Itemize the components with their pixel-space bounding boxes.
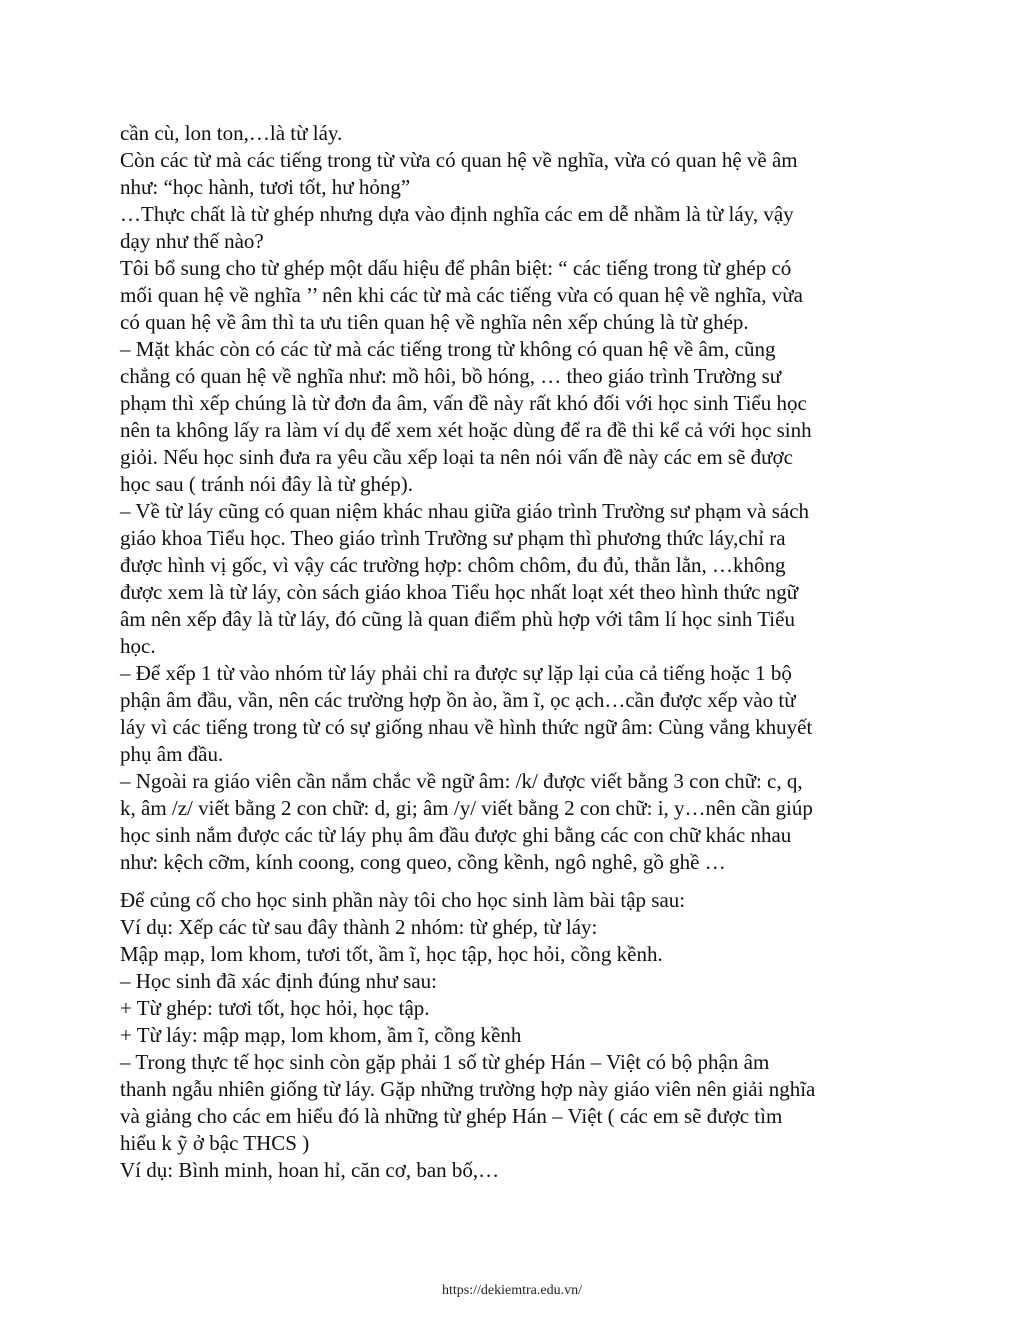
text-line: âm nên xếp đây là từ láy, đó cũng là quan điểm phù hợp với tâm lí học sinh Tiểu	[120, 607, 795, 631]
text-line: học sinh nắm được các từ láy phụ âm đầu được ghi bằng các con chữ khác nhau	[120, 823, 792, 847]
text-line: như: “học hành, tươi tốt, hư hỏng”	[120, 175, 411, 199]
footer-url[interactable]: https://dekiemtra.edu.vn/	[442, 1283, 582, 1298]
text-line: được xem là từ láy, còn sách giáo khoa Tiểu học nhất loạt xét theo hình thức ngữ	[120, 580, 799, 604]
text-line: – Trong thực tế học sinh còn gặp phải 1 số từ ghép Hán – Việt có bộ phận âm	[120, 1050, 770, 1074]
text-line: – Để xếp 1 từ vào nhóm từ láy phải chỉ ra được sự lặp lại của cả tiếng hoặc 1 bộ	[120, 661, 792, 685]
text-line: phạm thì xếp chúng là từ đơn đa âm, vấn đề này rất khó đối với học sinh Tiểu học	[120, 391, 807, 415]
text-line: – Học sinh đã xác định đúng như sau:	[120, 969, 437, 993]
text-line: học.	[120, 634, 156, 658]
text-line: được hình vị gốc, vì vậy các trường hợp: chôm chôm, đu đủ, thằn lằn, …không	[120, 553, 786, 577]
text-line: Tôi bổ sung cho từ ghép một dấu hiệu để phân biệt: “ các tiếng trong từ ghép có	[120, 256, 792, 280]
text-line: nên ta không lấy ra làm ví dụ để xem xét hoặc dùng để ra đề thi kể cả với học sinh	[120, 418, 812, 442]
text-line: …Thực chất là từ ghép nhưng dựa vào định nghĩa các em dễ nhầm là từ láy, vậy	[120, 202, 794, 226]
text-line: Ví dụ: Xếp các từ sau đây thành 2 nhóm: từ ghép, từ láy:	[120, 915, 598, 939]
text-line: – Về từ láy cũng có quan niệm khác nhau giữa giáo trình Trường sư phạm và sách	[120, 499, 810, 523]
text-line: giáo khoa Tiểu học. Theo giáo trình Trường sư phạm thì phương thức láy,chỉ ra	[120, 526, 786, 550]
text-line: Ví dụ: Bình minh, hoan hỉ, căn cơ, ban bố,…	[120, 1158, 500, 1182]
text-line: chẳng có quan hệ về nghĩa như: mồ hôi, bồ hóng, … theo giáo trình Trường sư	[120, 364, 782, 388]
text-line: Để củng cố cho học sinh phần này tôi cho học sinh làm bài tập sau:	[120, 888, 686, 912]
text-line: dạy như thế nào?	[120, 229, 264, 253]
text-line: giỏi. Nếu học sinh đưa ra yêu cầu xếp loại ta nên nói vấn đề này các em sẽ được	[120, 445, 793, 469]
text-line: thanh ngẫu nhiên giống từ láy. Gặp những trường hợp này giáo viên nên giải nghĩa	[120, 1077, 816, 1101]
text-line: mối quan hệ về nghĩa ’’ nên khi các từ mà các tiếng vừa có quan hệ về nghĩa, vừa	[120, 283, 803, 307]
document-body	[120, 120, 910, 1184]
text-line: và giảng cho các em hiểu đó là những từ ghép Hán – Việt ( các em sẽ được tìm	[120, 1104, 783, 1128]
text-line: học sau ( tránh nói đây là từ ghép).	[120, 472, 414, 496]
text-line: phụ âm đầu.	[120, 742, 224, 766]
text-line: – Ngoài ra giáo viên cần nắm chắc về ngữ âm: /k/ được viết bằng 3 con chữ: c, q,	[120, 769, 803, 793]
text-line: + Từ ghép: tươi tốt, học hỏi, học tập.	[120, 996, 430, 1020]
text-line: Còn các từ mà các tiếng trong từ vừa có quan hệ về nghĩa, vừa có quan hệ về âm	[120, 148, 798, 172]
text-line: – Mặt khác còn có các từ mà các tiếng trong từ không có quan hệ về âm, cũng	[120, 337, 776, 361]
text-line: láy vì các tiếng trong từ có sự giống nhau về hình thức ngữ âm: Cùng vắng khuyết	[120, 715, 813, 739]
text-line: có quan hệ về âm thì ta ưu tiên quan hệ về nghĩa nên xếp chúng là từ ghép.	[120, 310, 749, 334]
text-line: k, âm /z/ viết bằng 2 con chữ: d, gi; âm /y/ viết bằng 2 con chữ: i, y…nên cần giúp	[120, 796, 813, 820]
paragraph-block-2	[120, 887, 910, 1184]
text-line: như: kệch cỡm, kính coong, cong queo, cồng kềnh, ngô nghê, gồ ghề …	[120, 850, 726, 874]
text-line: Mập mạp, lom khom, tươi tốt, ầm ĩ, học tập, học hỏi, cồng kềnh.	[120, 942, 663, 966]
text-line: cần cù, lon ton,…là từ láy.	[120, 121, 343, 145]
text-line: + Từ láy: mập mạp, lom khom, ầm ĩ, cồng kềnh	[120, 1023, 522, 1047]
text-line: phận âm đầu, vần, nên các trường hợp ồn ào, ầm ĩ, ọc ạch…cần được xếp vào từ	[120, 688, 796, 712]
text-line: hiểu k ỹ ở bậc THCS )	[120, 1131, 310, 1155]
paragraph-gap	[120, 876, 910, 887]
paragraph-block-1	[120, 120, 910, 876]
